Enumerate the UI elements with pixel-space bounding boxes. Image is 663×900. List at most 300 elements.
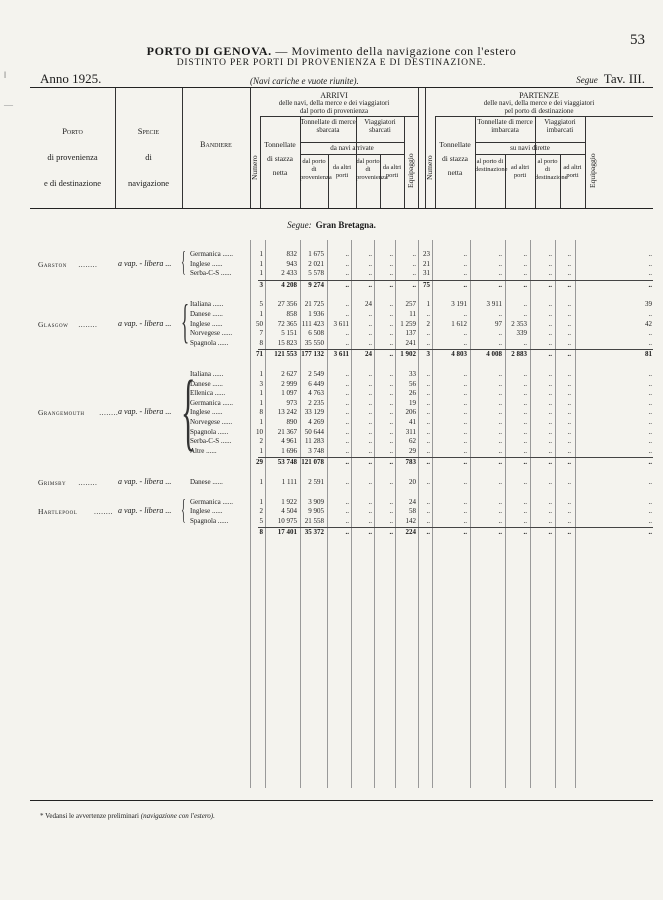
port-dots: ........ — [94, 507, 113, 517]
table-cell: 19 — [409, 398, 416, 407]
table-cell: .. — [389, 427, 393, 436]
table-cell: .. — [368, 507, 372, 516]
table-cell: 21 367 — [277, 427, 297, 436]
table-cell: .. — [345, 446, 349, 455]
table-cell: 56 — [409, 379, 416, 388]
table-cell: .. — [567, 379, 571, 388]
table-cell: 5 — [259, 300, 263, 309]
table-cell: 4 269 — [308, 418, 324, 426]
table-cell: 5 578 — [308, 269, 324, 278]
table-cell: .. — [498, 507, 502, 516]
table-cell: .. — [345, 427, 349, 436]
table-cell: .. — [567, 497, 571, 506]
table-cell: .. — [368, 319, 372, 328]
total-cell: .. — [389, 458, 393, 467]
table-cell: 6 449 — [308, 379, 324, 388]
footnote-star: * — [40, 812, 44, 820]
header-arrivi-sub2: dal porto di provenienza — [299, 107, 369, 115]
table-cell: .. — [389, 310, 393, 318]
table-cell: 257 — [405, 300, 416, 309]
table-cell: .. — [389, 446, 393, 455]
total-cell: 3 611 — [333, 350, 349, 359]
table-cell: .. — [523, 250, 527, 258]
table-cell: .. — [498, 259, 502, 268]
header-tonn-2: di stazza — [266, 154, 294, 163]
footnote — [40, 812, 215, 820]
table-cell: .. — [426, 389, 430, 398]
flag-name: Altre ...... — [190, 446, 217, 455]
table-cell: .. — [463, 389, 467, 398]
table-cell: .. — [548, 398, 552, 407]
table-cell: .. — [389, 478, 393, 486]
table-cell: .. — [368, 379, 372, 388]
header-viagg-imbarcati: Viaggiatori imbarcati — [544, 118, 576, 134]
table-cell: .. — [523, 418, 527, 426]
header-porto-2: di provenienza — [47, 152, 98, 162]
table-cell: .. — [648, 516, 652, 525]
total-cell: 121 553 — [274, 350, 297, 359]
table-cell: .. — [648, 408, 652, 417]
table-cell: 1 — [259, 310, 263, 318]
table-cell: .. — [648, 338, 652, 347]
table-cell: .. — [648, 398, 652, 407]
table-cell: .. — [463, 398, 467, 407]
table-cell: .. — [567, 398, 571, 407]
table-cell: 72 365 — [277, 319, 297, 328]
header-numero-par: Numero — [425, 155, 434, 181]
table-cell: 2 353 — [511, 319, 527, 328]
table-cell: .. — [345, 329, 349, 338]
table-cell: .. — [567, 310, 571, 318]
table-cell: 1 — [259, 418, 263, 426]
table-cell: 8 — [259, 408, 263, 417]
table-cell: 2 — [426, 319, 430, 328]
table-cell: .. — [498, 310, 502, 318]
table-cell: 7 — [259, 329, 263, 338]
total-cell: .. — [567, 350, 571, 359]
table-cell: .. — [463, 427, 467, 436]
total-cell: 4 008 — [486, 350, 502, 359]
table-cell: 2 433 — [281, 269, 297, 278]
navigation-kind: a vap. - libera ... — [118, 506, 172, 516]
header-viagg-sbarcati: Viaggiatori sbarcati — [364, 118, 396, 134]
header-da-navi-arrivate: da navi arrivate — [330, 144, 374, 152]
table-cell: .. — [523, 497, 527, 506]
header-tonn-3: netta — [272, 168, 288, 177]
table-cell: .. — [345, 418, 349, 426]
table-cell: .. — [345, 398, 349, 407]
port-name: Hartlepool — [38, 507, 78, 517]
table-cell: 3 748 — [308, 446, 324, 455]
table-cell: .. — [523, 259, 527, 268]
table-cell: 1 922 — [281, 497, 297, 506]
total-cell: 8 — [259, 528, 263, 537]
table-cell: .. — [389, 497, 393, 506]
table-cell: .. — [389, 319, 393, 328]
port-name: Grangemouth — [38, 408, 85, 418]
table-cell: .. — [389, 338, 393, 347]
table-cell: .. — [463, 516, 467, 525]
table-cell: 20 — [409, 478, 416, 486]
table-cell: .. — [523, 389, 527, 398]
page-title — [0, 44, 663, 59]
header-tonn-p1: Tonnellate — [439, 140, 471, 149]
total-cell: .. — [567, 458, 571, 467]
header-tonn-1: Tonnellate — [264, 140, 296, 149]
table-cell: .. — [463, 379, 467, 388]
header-su-navi-dirette: su navi dirette — [510, 144, 550, 152]
table-cell: .. — [389, 250, 393, 258]
table-cell: 27 356 — [277, 300, 297, 309]
total-cell: 177 132 — [301, 350, 324, 359]
flag-name: Serba-C-S ...... — [190, 269, 232, 278]
table-cell: .. — [567, 338, 571, 347]
table-cell: 26 — [409, 389, 416, 398]
total-cell: .. — [368, 458, 372, 467]
total-cell: .. — [548, 280, 552, 289]
table-cell: .. — [412, 259, 416, 268]
table-cell: .. — [567, 507, 571, 516]
header-da-altri-porti: da altri porti — [332, 164, 352, 179]
header-specie-1: Specie — [137, 126, 160, 136]
table-cell: 24 — [409, 497, 416, 506]
table-cell: .. — [523, 437, 527, 446]
table-cell: .. — [548, 300, 552, 309]
table-cell: 3 909 — [308, 497, 324, 506]
table-cell: .. — [345, 379, 349, 388]
table-cell: .. — [426, 427, 430, 436]
header-arrivi-sub: delle navi, della merce e dei viaggiatori — [278, 99, 390, 107]
table-cell: 21 725 — [304, 300, 324, 309]
table-cell: .. — [345, 507, 349, 516]
table-cell: .. — [648, 250, 652, 258]
table-cell: .. — [345, 300, 349, 309]
table-cell: .. — [498, 516, 502, 525]
table-cell: 1 — [259, 478, 263, 486]
flag-name: Danese ...... — [190, 310, 223, 318]
table-cell: .. — [548, 478, 552, 486]
flag-name: Inglese ...... — [190, 319, 223, 328]
table-cell: .. — [567, 370, 571, 378]
total-cell: .. — [463, 528, 467, 537]
table-cell: 4 961 — [281, 437, 297, 446]
table-cell: .. — [648, 427, 652, 436]
total-cell: .. — [648, 528, 652, 537]
header-merce-sbarcata: Tonnellate di merce sbarcata — [300, 118, 356, 134]
total-cell: .. — [463, 280, 467, 289]
table-cell: 2 549 — [308, 370, 324, 378]
table-cell: 142 — [405, 516, 416, 525]
row-brace: { — [181, 295, 190, 349]
header-merce-imbarcata: Tonnellate di merce imbarcata — [477, 118, 533, 134]
total-cell: .. — [412, 280, 416, 289]
table-cell: 943 — [286, 259, 297, 268]
table-cell: .. — [389, 259, 393, 268]
header-partenze-sub2: pel porto di destinazione — [504, 107, 574, 115]
margin-mark: ‖ — — [4, 70, 13, 110]
table-cell: .. — [523, 370, 527, 378]
header-ad-altri-porti: ad altri porti — [510, 164, 530, 179]
total-cell: .. — [523, 280, 527, 289]
table-cell: .. — [498, 437, 502, 446]
port-dots: ........ — [99, 408, 119, 418]
total-cell: 2 883 — [511, 350, 527, 359]
table-cell: 2 235 — [308, 398, 324, 407]
table-cell: .. — [567, 478, 571, 486]
table-cell: .. — [648, 329, 652, 338]
table-cell: .. — [498, 398, 502, 407]
table-cell: 35 550 — [304, 338, 324, 347]
table-cell: .. — [389, 389, 393, 398]
table-cell: .. — [463, 250, 467, 258]
header-dal-porto-v: dal porto di provenienza — [356, 158, 388, 181]
table-cell: .. — [368, 329, 372, 338]
table-cell: 39 — [645, 300, 652, 309]
table-cell: 6 508 — [308, 329, 324, 338]
table-cell: .. — [648, 310, 652, 318]
table-cell: .. — [548, 370, 552, 378]
table-cell: .. — [368, 269, 372, 278]
table-cell: .. — [548, 446, 552, 455]
total-cell: 29 — [256, 458, 263, 467]
table-cell: 11 — [409, 310, 416, 318]
header-partenze: PARTENZE — [519, 91, 559, 100]
table-cell: .. — [426, 408, 430, 417]
table-cell: .. — [523, 516, 527, 525]
table-cell: 15 823 — [277, 338, 297, 347]
table-cell: .. — [463, 370, 467, 378]
total-cell: 3 — [426, 350, 430, 359]
table-cell: 890 — [286, 418, 297, 426]
flag-name: Spagnola ...... — [190, 427, 229, 436]
table-cell: .. — [426, 398, 430, 407]
table-cell: .. — [648, 446, 652, 455]
flag-name: Ellenica ...... — [190, 389, 226, 398]
table-cell: .. — [648, 497, 652, 506]
table-cell: 206 — [405, 408, 416, 417]
table-cell: 31 — [423, 269, 430, 278]
table-cell: 1 — [259, 250, 263, 258]
table-cell: 3 911 — [486, 300, 502, 309]
table-cell: .. — [567, 269, 571, 278]
total-cell: .. — [648, 280, 652, 289]
table-cell: .. — [548, 338, 552, 347]
table-cell: 58 — [409, 507, 416, 516]
total-cell: .. — [345, 458, 349, 467]
table-cell: 339 — [516, 329, 527, 338]
table-cell: 111 423 — [301, 319, 324, 328]
table-cell: .. — [426, 329, 430, 338]
table-cell: .. — [345, 370, 349, 378]
table-cell: .. — [648, 437, 652, 446]
flag-name: Spagnola ...... — [190, 516, 229, 525]
table-cell: .. — [523, 398, 527, 407]
table-cell: .. — [368, 389, 372, 398]
table-cell: .. — [567, 446, 571, 455]
table-cell: 50 644 — [304, 427, 324, 436]
table-cell: 33 129 — [304, 408, 324, 417]
header-equipaggio-par: Equipaggio — [588, 153, 597, 188]
table-cell: .. — [389, 418, 393, 426]
table-cell: .. — [498, 269, 502, 278]
table-cell: .. — [463, 338, 467, 347]
table-cell: 1 — [259, 389, 263, 398]
table-cell: .. — [345, 250, 349, 258]
table-cell: .. — [426, 478, 430, 486]
table-cell: .. — [498, 370, 502, 378]
table-cell: .. — [368, 427, 372, 436]
table-cell: .. — [498, 338, 502, 347]
total-cell: 783 — [405, 458, 416, 467]
table-cell: 241 — [405, 338, 416, 347]
table-bottom-rule — [30, 800, 653, 801]
header-al-porto: al porto di destinazione — [475, 158, 508, 173]
total-cell: 24 — [365, 350, 372, 359]
table-cell: .. — [548, 516, 552, 525]
header-arrivi: ARRIVI — [320, 91, 348, 100]
header-numero-arr: Numero — [250, 155, 259, 181]
total-cell: .. — [548, 350, 552, 359]
flag-name: Germanica ...... — [190, 398, 233, 407]
table-cell: .. — [523, 300, 527, 309]
table-cell: .. — [548, 319, 552, 328]
flag-name: Germanica ...... — [190, 497, 233, 506]
table-cell: .. — [426, 310, 430, 318]
footnote-italic: (navigazione con l'estero). — [140, 812, 215, 820]
port-name: Glasgow — [38, 319, 69, 329]
segue-label: Segue — [576, 75, 598, 85]
table-cell: 23 — [423, 250, 430, 258]
table-cell: 1 — [259, 497, 263, 506]
table-cell: 33 — [409, 370, 416, 378]
table-cell: .. — [523, 427, 527, 436]
table-cell: 1 — [259, 446, 263, 455]
table-cell: 311 — [405, 427, 416, 436]
table-cell: 1 696 — [281, 446, 297, 455]
table-cell: .. — [368, 497, 372, 506]
year-label: Anno 1925. — [40, 71, 102, 86]
table-cell: 1 097 — [281, 389, 297, 398]
table-cell: 3 — [259, 379, 263, 388]
table-cell: .. — [345, 478, 349, 486]
total-cell: 81 — [645, 350, 652, 359]
total-cell: .. — [426, 528, 430, 537]
header-ad-altri-porti-v: ad altri porti — [563, 164, 582, 179]
table-cell: .. — [345, 408, 349, 417]
table-cell: 41 — [409, 418, 416, 426]
table-cell: .. — [345, 389, 349, 398]
table-cell: .. — [345, 338, 349, 347]
row-brace: { — [181, 493, 186, 526]
table-cell: .. — [498, 389, 502, 398]
table-cell: .. — [498, 379, 502, 388]
total-cell: 35 372 — [304, 528, 324, 537]
table-cell: .. — [498, 497, 502, 506]
table-cell: .. — [648, 478, 652, 486]
table-cell: 973 — [286, 398, 297, 407]
section-country — [0, 220, 663, 230]
table-cell: .. — [567, 418, 571, 426]
table-cell: .. — [548, 310, 552, 318]
table-cell: 1 — [259, 259, 263, 268]
port-dots: ........ — [78, 319, 98, 329]
table-cell: .. — [412, 269, 416, 278]
table-cell: .. — [523, 338, 527, 347]
total-cell: .. — [389, 350, 393, 359]
table-cell: .. — [368, 418, 372, 426]
table-cell: .. — [567, 250, 571, 258]
tav-label: Tav. III. — [603, 71, 645, 86]
table-cell: .. — [498, 446, 502, 455]
table-cell: .. — [389, 329, 393, 338]
table-cell: 10 — [256, 427, 263, 436]
table-cell: .. — [523, 379, 527, 388]
total-cell: .. — [548, 528, 552, 537]
column-rule — [575, 240, 576, 788]
header-porto-1: Porto — [62, 126, 83, 136]
table-cell: .. — [523, 446, 527, 455]
flag-name: Norvegese ...... — [190, 418, 233, 426]
total-cell: .. — [548, 458, 552, 467]
flag-name: Inglese ...... — [190, 259, 223, 268]
table-cell: .. — [567, 300, 571, 309]
table-label — [576, 71, 645, 87]
table-cell: .. — [368, 478, 372, 486]
header-bandiere: Bandiere — [200, 140, 232, 149]
table-cell: .. — [368, 259, 372, 268]
total-cell: .. — [567, 280, 571, 289]
table-cell: .. — [463, 437, 467, 446]
total-cell: 75 — [423, 280, 430, 289]
table-cell: .. — [567, 427, 571, 436]
total-cell: .. — [523, 528, 527, 537]
footnote-text: Vedansi le avvertenze preliminari — [45, 812, 139, 820]
table-cell: .. — [498, 250, 502, 258]
table-cell: .. — [463, 269, 467, 278]
table-cell: 29 — [409, 446, 416, 455]
table-cell: .. — [548, 418, 552, 426]
table-cell: .. — [426, 516, 430, 525]
total-cell: 53 748 — [277, 458, 297, 467]
table-cell: 50 — [256, 319, 263, 328]
table-cell: 1 936 — [308, 310, 324, 318]
table-cell: .. — [463, 329, 467, 338]
flag-name: Serba-C-S ...... — [190, 437, 232, 446]
table-cell: .. — [548, 259, 552, 268]
table-cell: 137 — [405, 329, 416, 338]
flag-name: Spagnola ...... — [190, 338, 229, 347]
table-cell: .. — [548, 437, 552, 446]
total-cell: .. — [345, 528, 349, 537]
table-cell: .. — [426, 379, 430, 388]
title-main: PORTO DI GENOVA. — [146, 44, 272, 58]
table-cell: .. — [548, 389, 552, 398]
table-cell: 2 999 — [281, 379, 297, 388]
table-cell: .. — [463, 507, 467, 516]
table-cell: .. — [567, 437, 571, 446]
header-tonn-p2: di stazza — [441, 154, 469, 163]
table-cell: .. — [345, 259, 349, 268]
country-name: Gran Bretagna. — [315, 220, 376, 230]
table-cell: .. — [426, 507, 430, 516]
total-cell: .. — [368, 528, 372, 537]
table-cell: .. — [368, 310, 372, 318]
table-cell: .. — [523, 408, 527, 417]
table-cell: .. — [368, 516, 372, 525]
table-cell: 42 — [645, 319, 652, 328]
table-cell: .. — [426, 446, 430, 455]
navigation-kind: a vap. - libera ... — [118, 318, 172, 328]
